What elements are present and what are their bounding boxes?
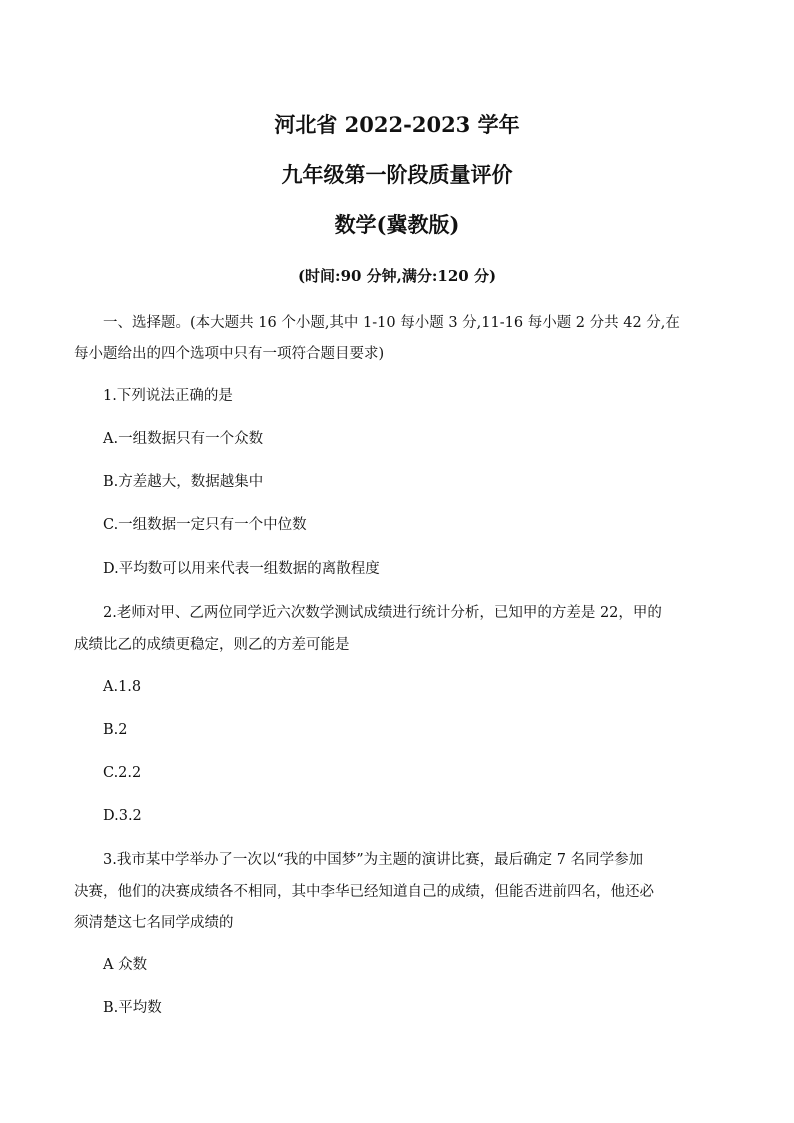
question-option: A.1.8	[103, 679, 142, 695]
question-stem: 2.老师对甲、乙两位同学近六次数学测试成绩进行统计分析，已知甲的方差是 22，甲的	[103, 605, 662, 621]
question-stem: 成绩比乙的成绩更稳定，则乙的方差可能是	[74, 637, 350, 653]
question-option: A 众数	[103, 957, 148, 973]
question-option: D.平均数可以用来代表一组数据的离散程度	[103, 561, 380, 577]
question-stem: 须清楚这七名同学成绩的	[74, 915, 234, 931]
question-option: A.一组数据只有一个众数	[103, 431, 264, 447]
question-option: B.平均数	[103, 1000, 162, 1016]
question-option: B.2	[103, 722, 128, 738]
question-option: D.3.2	[103, 808, 142, 824]
question-option: C.一组数据一定只有一个中位数	[103, 517, 307, 533]
question-stem: 1.下列说法正确的是	[103, 388, 233, 404]
document-title-province-year: 河北省 2022-2023 学年	[274, 112, 520, 137]
section-heading-line: 每小题给出的四个选项中只有一项符合题目要求)	[74, 346, 385, 362]
exam-info: (时间:90 分钟,满分:120 分)	[297, 267, 497, 285]
section-heading-line: 一、选择题。(本大题共 16 个小题,其中 1-10 每小题 3 分,11-16 每小题 2 分共 42 分,在	[103, 315, 680, 331]
document-title-exam-name: 九年级第一阶段质量评价	[281, 162, 513, 187]
question-stem: 决赛，他们的决赛成绩各不相同，其中李华已经知道自己的成绩，但能否进前四名，他还必	[74, 884, 654, 900]
question-option: C.2.2	[103, 765, 142, 781]
question-stem: 3.我市某中学举办了一次以“我的中国梦”为主题的演讲比赛，最后确定 7 名同学参加	[103, 852, 644, 868]
document-title-subject: 数学(冀教版)	[334, 212, 460, 237]
question-option: B.方差越大，数据越集中	[103, 474, 264, 490]
